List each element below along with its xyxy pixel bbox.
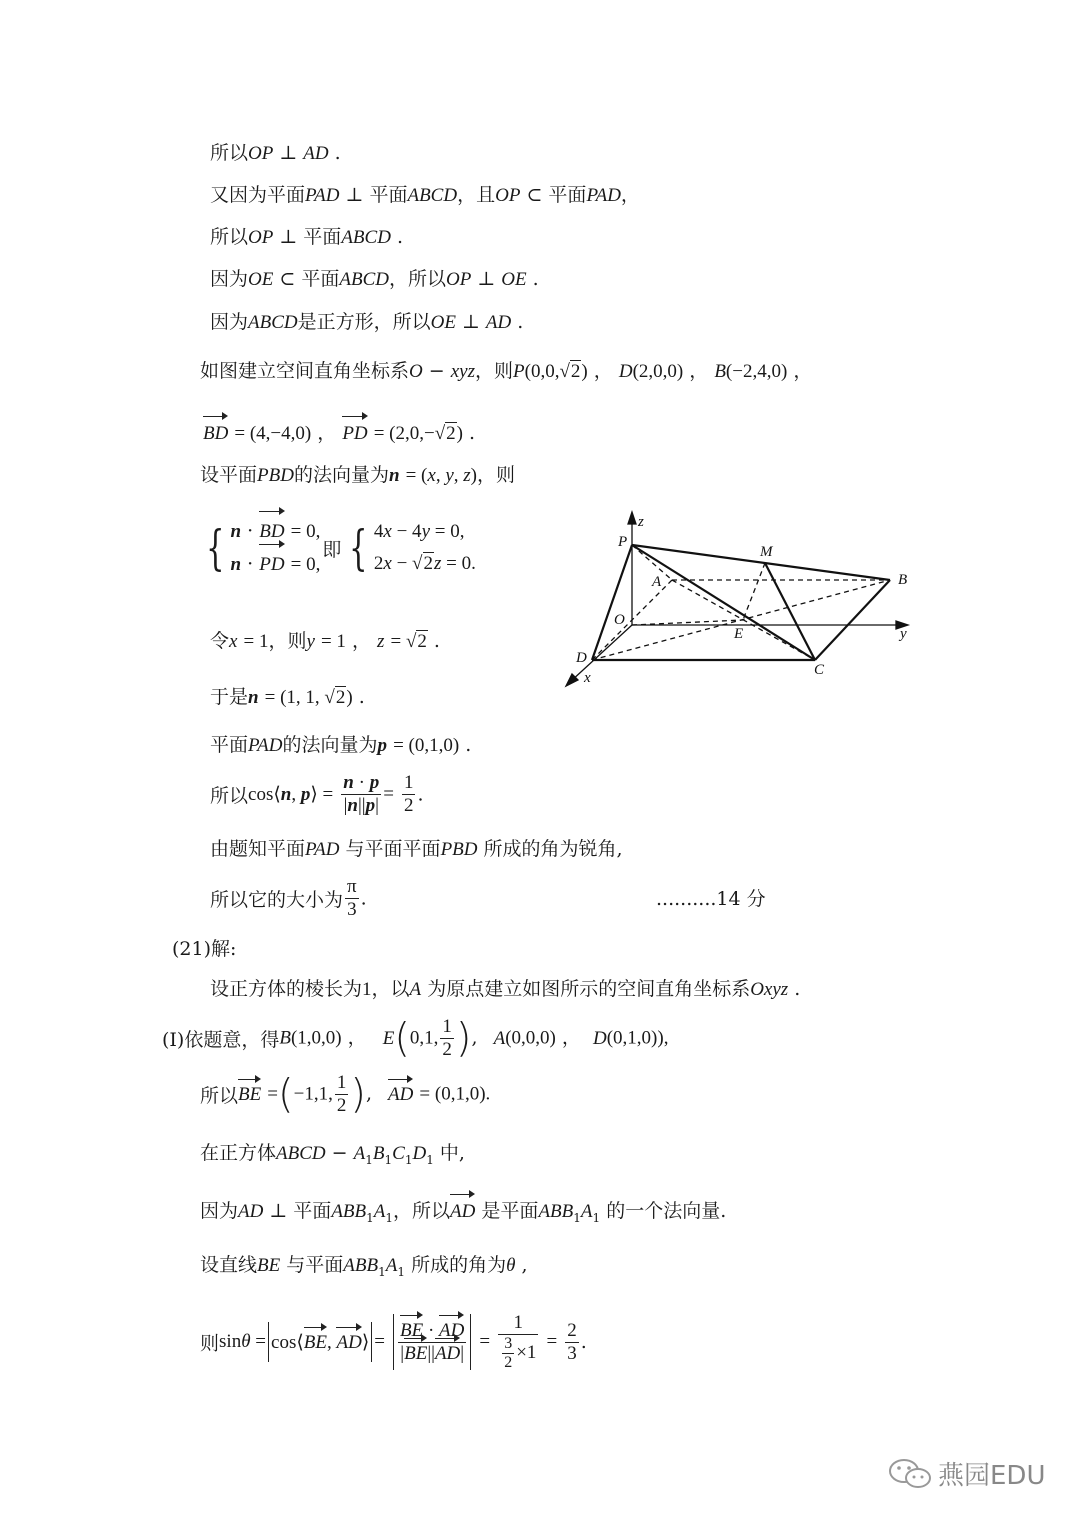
label-p: P xyxy=(618,534,628,550)
wechat-icon xyxy=(888,1457,932,1491)
line-normal-pad: 平面PAD的法向量为p = (0,1,0) . xyxy=(210,734,472,756)
line-oe-in-plane: 因为OE ⊂ 平面ABCD，所以OP ⊥ OE . xyxy=(210,268,539,290)
label-z: z xyxy=(638,514,644,530)
label-x: x xyxy=(584,670,591,686)
label-d: D xyxy=(576,650,587,666)
line-op-perp-ad: 所以OP ⊥ AD . xyxy=(210,142,341,164)
line-cube-setup: 设正方体的棱长为1，以A 为原点建立如图所示的空间直角坐标系Oxyz . xyxy=(210,978,801,1000)
line-be-ad-vectors: 所以BE =(−1,1, $\frac{1}{2}$ ), AD = (0,1,0). xyxy=(200,1071,491,1118)
line-ad-normal: 因为AD ⊥ 平面$ABB_1A_1$，所以AD 是平面$ABB_1A_1$ 的一个法向量. xyxy=(200,1200,727,1225)
line-op-perp-plane: 所以OP ⊥ 平面ABCD . xyxy=(210,226,404,248)
line-in-cube: 在正方体ABCD − $A_1B_1C_1D_1$ 中, xyxy=(200,1142,465,1167)
watermark xyxy=(888,1455,1045,1492)
line-n-result: 于是n = (1, 1, √2) . xyxy=(210,686,365,708)
label-b: B xyxy=(898,572,908,588)
edge-cb xyxy=(815,580,890,660)
line-vectors-bd-pd: BD = (4,−4,0) ， PD = (2,0,−√2) . xyxy=(203,420,475,447)
line-size-pi-3: 所以它的大小为 $\frac{\pi}{3}$ . xyxy=(210,876,367,920)
label-m: M xyxy=(760,544,773,560)
line-plane-pad-perp: 又因为平面PAD ⊥ 平面ABCD，且OP ⊂ 平面PAD， xyxy=(210,184,640,206)
edge-me xyxy=(743,563,765,620)
watermark-text: 燕园EDU xyxy=(938,1461,1046,1491)
pyramid-figure xyxy=(560,510,920,690)
line-cos-np: 所以cos⟨n, p⟩ = $\frac{n \cdot p}{|n||p|}$ = $\frac{1}{2}$ . xyxy=(210,772,424,816)
score-14: ..........14 分 xyxy=(656,888,766,910)
line-coordinate-system: 如图建立空间直角坐标系O − xyz，则P(0,0,√2) ， D(2,0,0) ， B(−2,4,0) ， xyxy=(200,360,813,382)
line-angle-theta: 设直线BE 与平面$ABB_1A_1$ 所成的角为θ , xyxy=(200,1254,528,1279)
line-abcd-square: 因为ABCD是正方形，所以OE ⊥ AD . xyxy=(210,311,524,333)
label-y: y xyxy=(900,626,907,642)
line-part-1-points: (Ⅰ)依题意，得B(1,0,0) ， E(0,1, $\frac{1}{2}$ ), A(0,0,0) ， D(0,1,0)), xyxy=(162,1015,669,1062)
line-sin-theta: 则sinθ = cos⟨BE, AD⟩ = $\frac{BE \cdot AD}{|BE||AD|}$ = 1 $\frac{3}{2}$ ×1 = $\frac{2}{3}$ . xyxy=(200,1312,587,1371)
edge-pc xyxy=(632,545,815,660)
line-acute-angle: 由题知平面PAD 与平面平面PBD 所成的角为锐角, xyxy=(210,838,623,860)
question-21-heading: (21)解: xyxy=(172,938,237,960)
label-a: A xyxy=(652,574,662,590)
label-e: E xyxy=(734,626,744,642)
line-normal-pbd: 设平面PBD的法向量为n = (x, y, z)，则 xyxy=(200,464,516,486)
label-c: C xyxy=(814,662,825,678)
equation-system: { n · BD = 0, n · PD = 0, 即 { 4x − 4y = 0, 2x − √2z = 0. xyxy=(200,515,476,581)
line-let-x: 令x = 1，则y = 1 ， z = √2 . xyxy=(210,630,440,652)
label-o: O xyxy=(614,612,625,628)
z-axis-arrow xyxy=(628,512,636,524)
